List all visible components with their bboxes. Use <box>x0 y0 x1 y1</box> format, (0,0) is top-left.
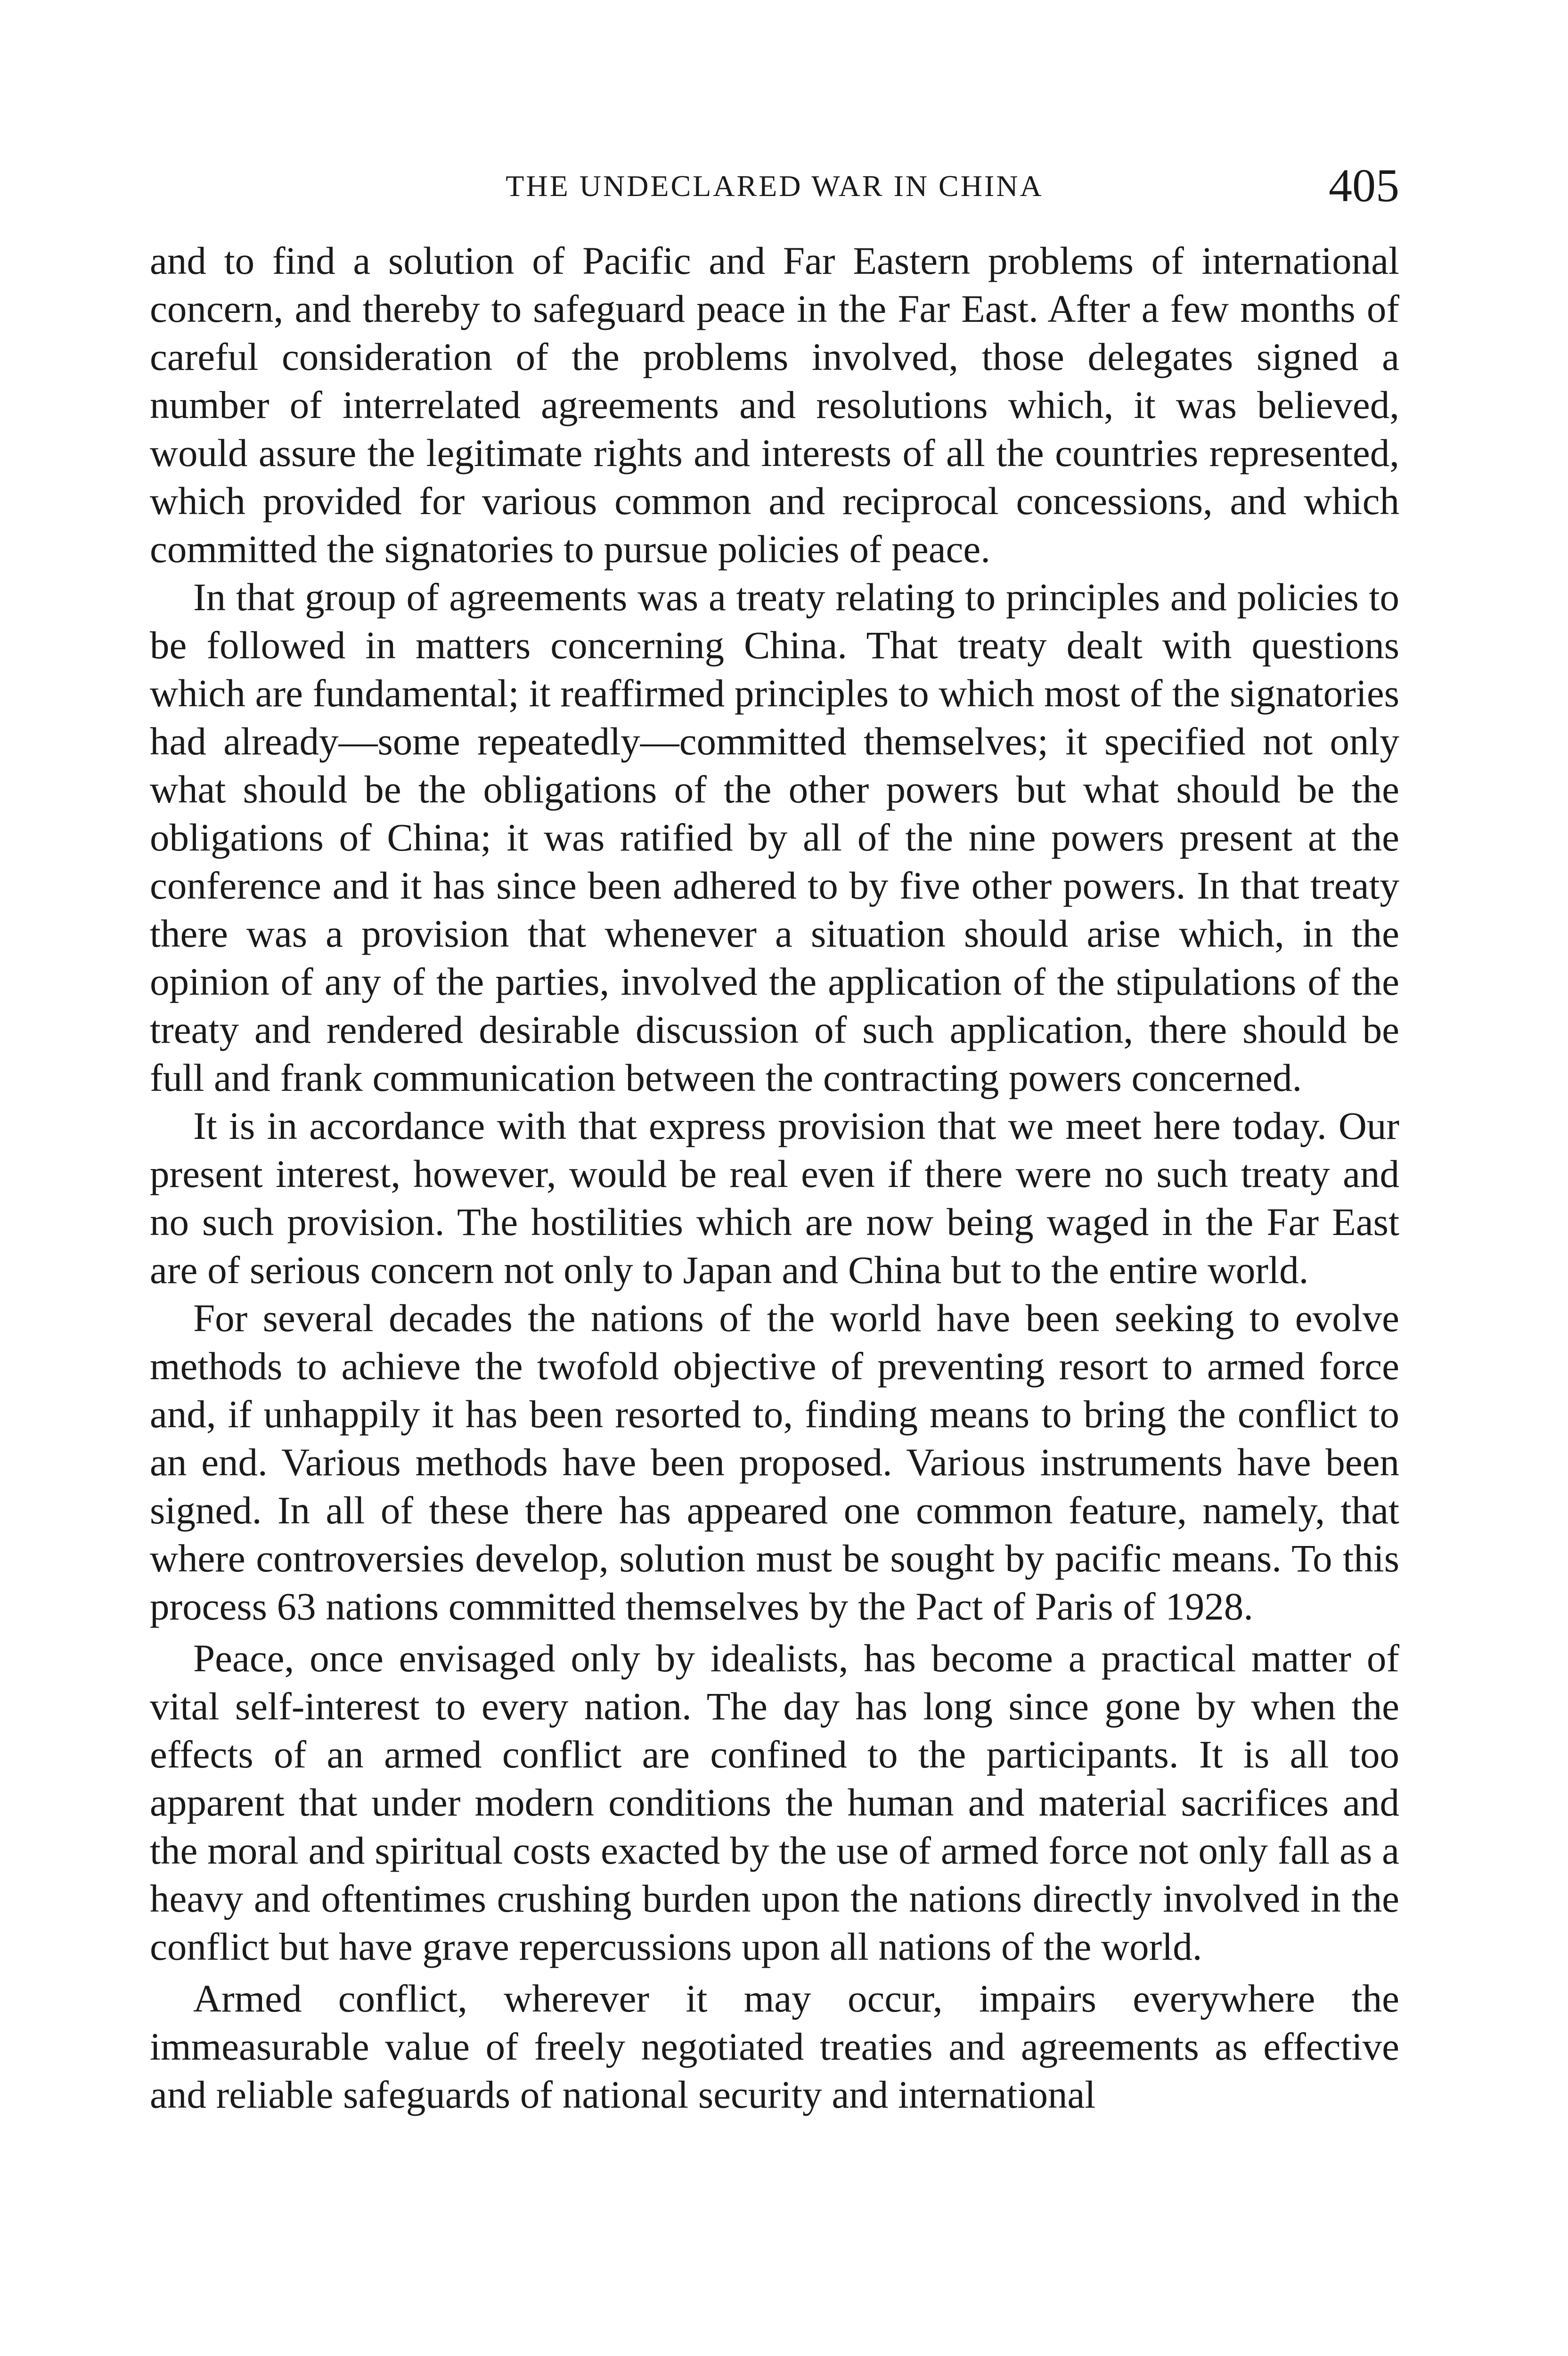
paragraph-treaty: In that group of agreements was a treaty relating to principles and policies to be followed in matters concerning China. That treaty dealt with questions which are fundamental; it reaffirmed principles to which most of the signatories had already—some repeatedly—committed themselves; it specified not only what should be the obligations of the other powers but what should be the obligations of China; it was ratified by all of the nine powers present at the conference and it has since been adhered to by five other powers. In that treaty there was a provision that whenever a situation should arise which, in the opinion of any of the parties, involved the application of the stipulations of the treaty and rendered desirable discussion of such application, there should be full and frank communication between the contracting powers concerned. <box>150 575 1399 1099</box>
paragraph-armed-conflict: Armed conflict, wherever it may occur, impairs everywhere the immeasurable value of freely negotiated treaties and agreements as effective and reliable safeguards of national security and international <box>150 1977 1399 2116</box>
paragraph-express-provision: It is in accordance with that express provision that we meet here today. Our present interest, however, would be real even if there were no such treaty and no such provision. The hostilities which are now being waged in the Far East are of serious concern not only to Japan and China but to the entire world. <box>150 1104 1399 1292</box>
page-number: 405 <box>1329 159 1399 212</box>
running-header <box>150 158 1399 215</box>
paragraph-continued: and to find a solution of Pacific and Far Eastern problems of international concern, and thereby to safeguard peace in the Far East. After a few months of careful consideration of the problems involved, those delegates signed a number of interrelated agreements and resolutions which, it was believed, would assure the legitimate rights and interests of all the countries represented, which provided for various common and reciprocal concessions, and which committed the signatories to pursue policies of peace. <box>150 239 1399 571</box>
paragraph-peace: Peace, once envisaged only by idealists, has become a practical matter of vital self-interest to every nation. The day has long since gone by when the effects of an armed conflict are confined to the participants. It is all too apparent that under modern conditions the human and material sacrifices and the moral and spiritual costs exacted by the use of armed force not only fall as a heavy and oftentimes crushing burden upon the nations directly involved in the conflict but have grave repercussions upon all nations of the world. <box>150 1636 1399 1968</box>
paragraph-several-decades: For several decades the nations of the world have been seeking to evolve methods to achieve the twofold objective of preventing resort to armed force and, if unhappily it has been resorted to, finding means to bring the conflict to an end. Various methods have been proposed. Various instruments have been signed. In all of these there has appeared one common feature, namely, that where controversies develop, solution must be sought by pacific means. To this process 63 nations committed themselves by the Pact of Paris of 1928. <box>150 1296 1399 1628</box>
running-title: THE UNDECLARED WAR IN CHINA <box>506 169 1044 203</box>
body-text <box>150 237 1399 2119</box>
